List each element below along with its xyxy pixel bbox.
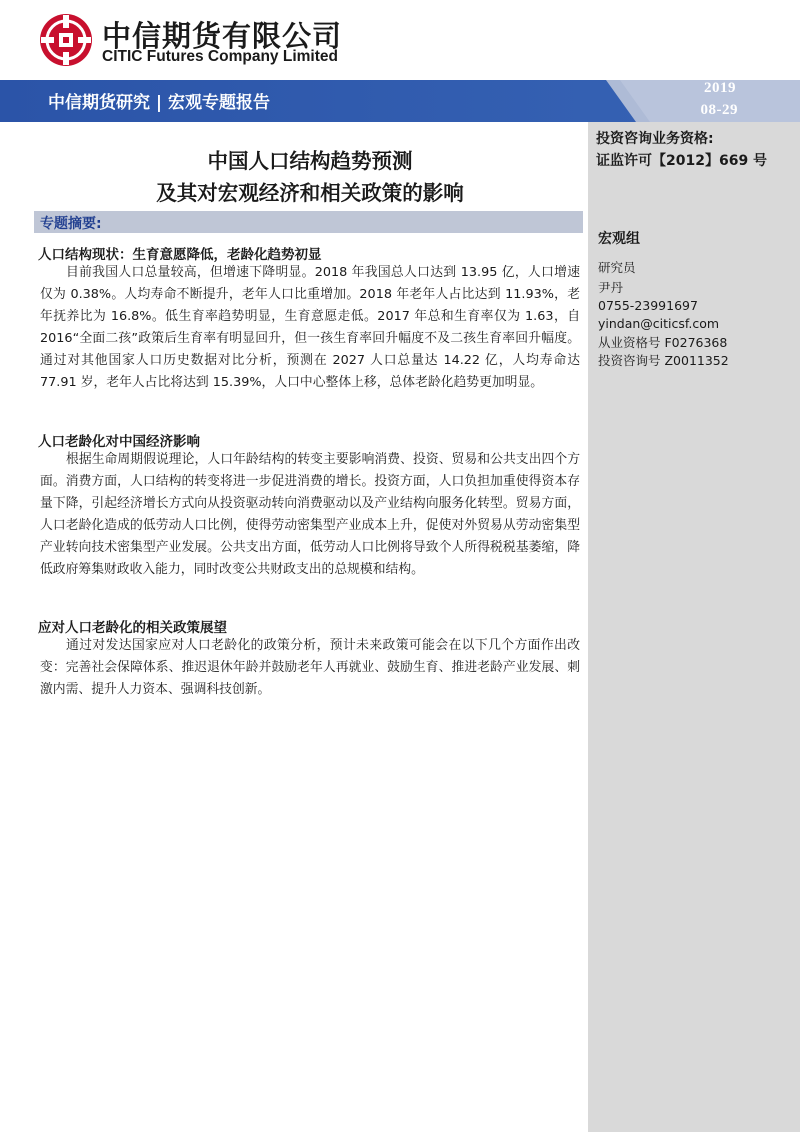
analyst-email[interactable]: yindan@citicsf.com bbox=[598, 316, 720, 331]
analyst-phone: 0755-23991697 bbox=[598, 298, 698, 313]
banner-title: 中信期货研究 | 宏观专题报告 bbox=[48, 93, 271, 113]
license-label: 投资咨询业务资格: bbox=[596, 131, 714, 147]
section-heading-economic-impact: 人口老龄化对中国经济影响 bbox=[38, 434, 200, 450]
abstract-header-bar bbox=[34, 211, 583, 233]
brand-name-cn: 中信期货有限公司 bbox=[102, 19, 343, 53]
report-title-line1: 中国人口结构趋势预测 bbox=[207, 149, 413, 173]
citic-logo bbox=[38, 12, 94, 68]
report-banner bbox=[0, 80, 800, 122]
abstract-label: 专题摘要: bbox=[40, 216, 102, 232]
report-date: 08-29 bbox=[700, 102, 738, 118]
section-body-policy-outlook: 通过对发达国家应对人口老龄化的政策分析，预计未来政策可能会在以下几个方面作出改变：完善社会保障体系、推迟退休年龄并鼓励老年人再就业、鼓励生育、推进老龄产业发展、刺激内需、提升人力资本、强调科技创新。 bbox=[40, 638, 580, 697]
report-title-line2: 及其对宏观经济和相关政策的影响 bbox=[156, 181, 464, 205]
analyst-name: 尹丹 bbox=[598, 280, 624, 295]
section-body-economic-impact: 根据生命周期假说理论，人口年龄结构的转变主要影响消费、投资、贸易和公共支出四个方面。消费方面，人口结构的转变将进一步促进消费的增长。投资方面，人口负担加重使得资本存量下降，引起经济增长方式向从投资驱动转向消费驱动以及产业结构向服务化转型。贸易方面，人口老龄化造成的低劳动人口比例，使得劳动密集型产业成本上升，促使对外贸易从劳动密集型产业转向技术密集型产业发展。公共支出方面，低劳动人口比例将导致个人所得税税基萎缩，降低政府筹集财政收入能力，同时改变公共财政支出的总规模和结构。 bbox=[40, 452, 580, 577]
analyst-role: 研究员 bbox=[598, 260, 636, 275]
right-sidebar bbox=[588, 122, 800, 1132]
analyst-qualification: 从业资格号 F0276368 bbox=[598, 335, 728, 350]
section-heading-policy-outlook: 应对人口老龄化的相关政策展望 bbox=[38, 620, 227, 636]
analyst-consulting-number: 投资咨询号 Z0011352 bbox=[598, 353, 729, 368]
group-name: 宏观组 bbox=[598, 231, 640, 247]
license-number: 证监许可【2012】669 号 bbox=[596, 153, 768, 169]
section-body-population-status: 目前我国人口总量较高，但增速下降明显。2018 年我国总人口达到 13.95 亿，人口增速仅为 0.38%。人均寿命不断提升，老年人口比重增加。2018 年老年人占比达到 11.93%，老年抚养比为 16.8%。低生育率趋势明显，生育意愿走低。2017 年总和生育率仅为 1.63，自 2016“全面二孩”政策后生育率有明显回升，但一孩生育率回升幅度不及二孩生育率回升幅度。通过对其他国家人口历史数据对比分析，预测在 2027 人口总量达 14.22 亿，人均寿命达 77.91 岁，老年人占比将达到 15.39%，人口中心整体上移，总体老龄化趋势更加明显。 bbox=[40, 265, 580, 390]
brand-name-en: CITIC Futures Company Limited bbox=[102, 48, 338, 65]
citic-logo-icon bbox=[38, 12, 94, 68]
section-heading-population-status: 人口结构现状：生育意愿降低，老龄化趋势初显 bbox=[38, 247, 322, 263]
report-year: 2019 bbox=[704, 80, 736, 96]
